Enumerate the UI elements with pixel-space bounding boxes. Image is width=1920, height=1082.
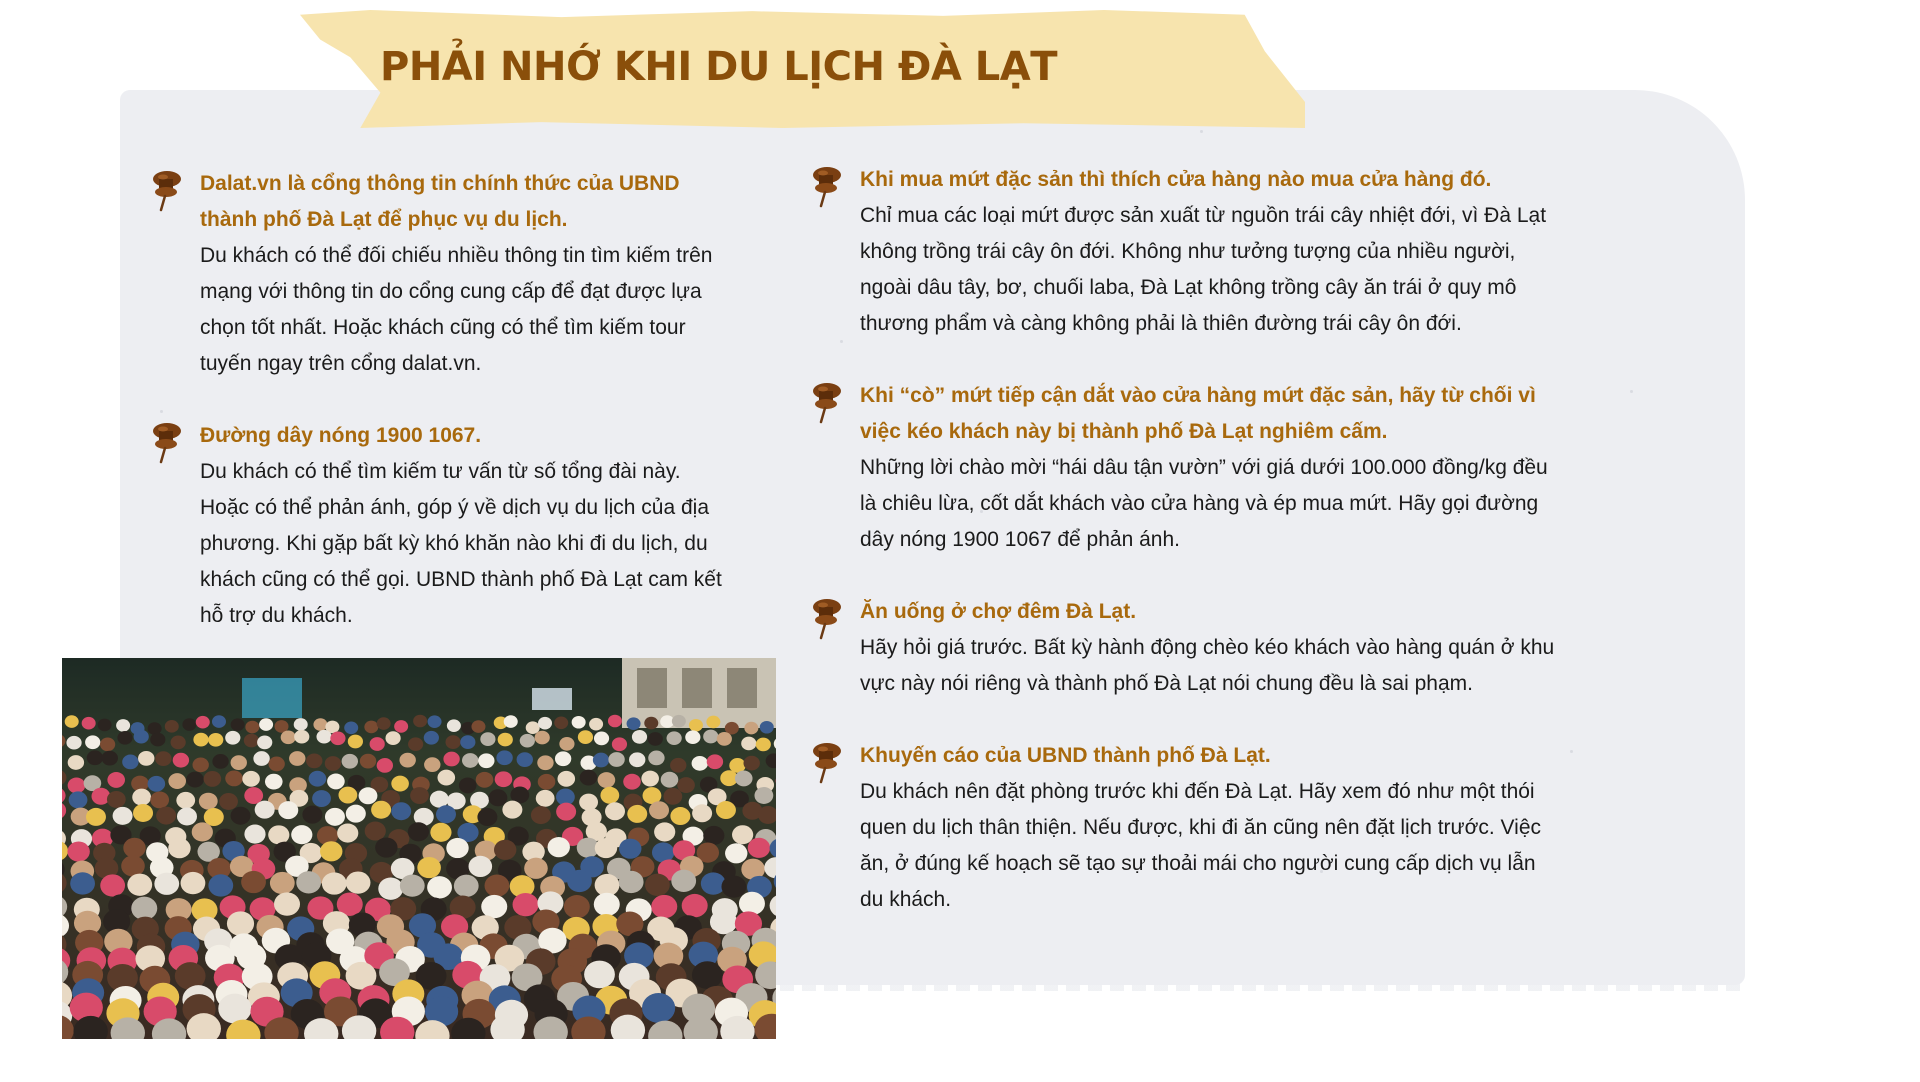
tip-body: Du khách có thể đối chiếu nhiều thông tin tìm kiếm trên mạng với thông tin do cổng cung cấp để đạt được lựa chọn tốt nhất. Hoặc khách cũng có thể tìm kiếm tour tuyến ngay trên cổng dalat.vn. — [200, 244, 713, 375]
tip-body: Những lời chào mời “hái dâu tận vườn” với giá dưới 100.000 đồng/kg đều là chiêu lừa, cốt dắt khách vào cửa hàng và ép mua mứt. Hãy gọi đường dây nóng 1900 1067 để phản ánh. — [860, 456, 1548, 551]
tip-item — [860, 594, 1560, 702]
night-market-crowd-photo — [62, 658, 776, 1039]
tip-item — [200, 418, 725, 634]
pushpin-icon — [807, 380, 845, 424]
tip-body: Du khách nên đặt phòng trước khi đến Đà Lạt. Hãy xem đó như một thói quen du lịch thân thiện. Nếu được, khi đi ăn cũng nên đặt lịch trước. Việc ăn, ở đúng kế hoạch sẽ tạo sự thoải mái cho người cung cấp dịch vụ lẫn du khách. — [860, 780, 1542, 911]
tip-item — [860, 738, 1560, 918]
tip-item — [860, 162, 1560, 342]
tip-body: Hãy hỏi giá trước. Bất kỳ hành động chèo kéo khách vào hàng quán ở khu vực này nói riêng và thành phố Đà Lạt nói chung đều là sai phạm. — [860, 636, 1555, 695]
page-title: PHẢI NHỚ KHI DU LỊCH ĐÀ LẠT — [380, 44, 1058, 90]
tip-heading: Ăn uống ở chợ đêm Đà Lạt. — [860, 600, 1137, 623]
pushpin-icon — [147, 168, 185, 212]
tip-heading: Khi mua mứt đặc sản thì thích cửa hàng nào mua cửa hàng đó. — [860, 168, 1492, 191]
pushpin-icon — [147, 420, 185, 464]
tip-heading: Dalat.vn là cổng thông tin chính thức của UBND thành phố Đà Lạt để phục vụ du lịch. — [200, 172, 680, 231]
pushpin-icon — [807, 740, 845, 784]
tip-item — [860, 378, 1560, 558]
left-column — [200, 166, 725, 670]
tip-body: Du khách có thể tìm kiếm tư vấn từ số tổng đài này. Hoặc có thể phản ánh, góp ý về dịch vụ du lịch của địa phương. Khi gặp bất kỳ khó khăn nào khi đi du lịch, du khách cũng có thể gọi. UBND thành phố Đà Lạt cam kết hỗ trợ du khách. — [200, 460, 722, 627]
tip-heading: Khi “cò” mứt tiếp cận dắt vào cửa hàng mứt đặc sản, hãy từ chối vì việc kéo khách này bị thành phố Đà Lạt nghiêm cấm. — [860, 384, 1536, 443]
tip-heading: Khuyến cáo của UBND thành phố Đà Lạt. — [860, 744, 1271, 767]
right-column — [860, 162, 1560, 954]
pushpin-icon — [807, 164, 845, 208]
tip-item — [200, 166, 725, 382]
tip-body: Chỉ mua các loại mứt được sản xuất từ nguồn trái cây nhiệt đới, vì Đà Lạt không trồng trái cây ôn đới. Không như tưởng tượng của nhiều người, ngoài dâu tây, bơ, chuối laba, Đà Lạt không trồng cây ăn trái ở quy mô thương phẩm và càng không phải là thiên đường trái cây ôn đới. — [860, 204, 1547, 335]
tip-heading: Đường dây nóng 1900 1067. — [200, 424, 482, 447]
pushpin-icon — [807, 596, 845, 640]
crowd-image — [62, 658, 776, 1039]
